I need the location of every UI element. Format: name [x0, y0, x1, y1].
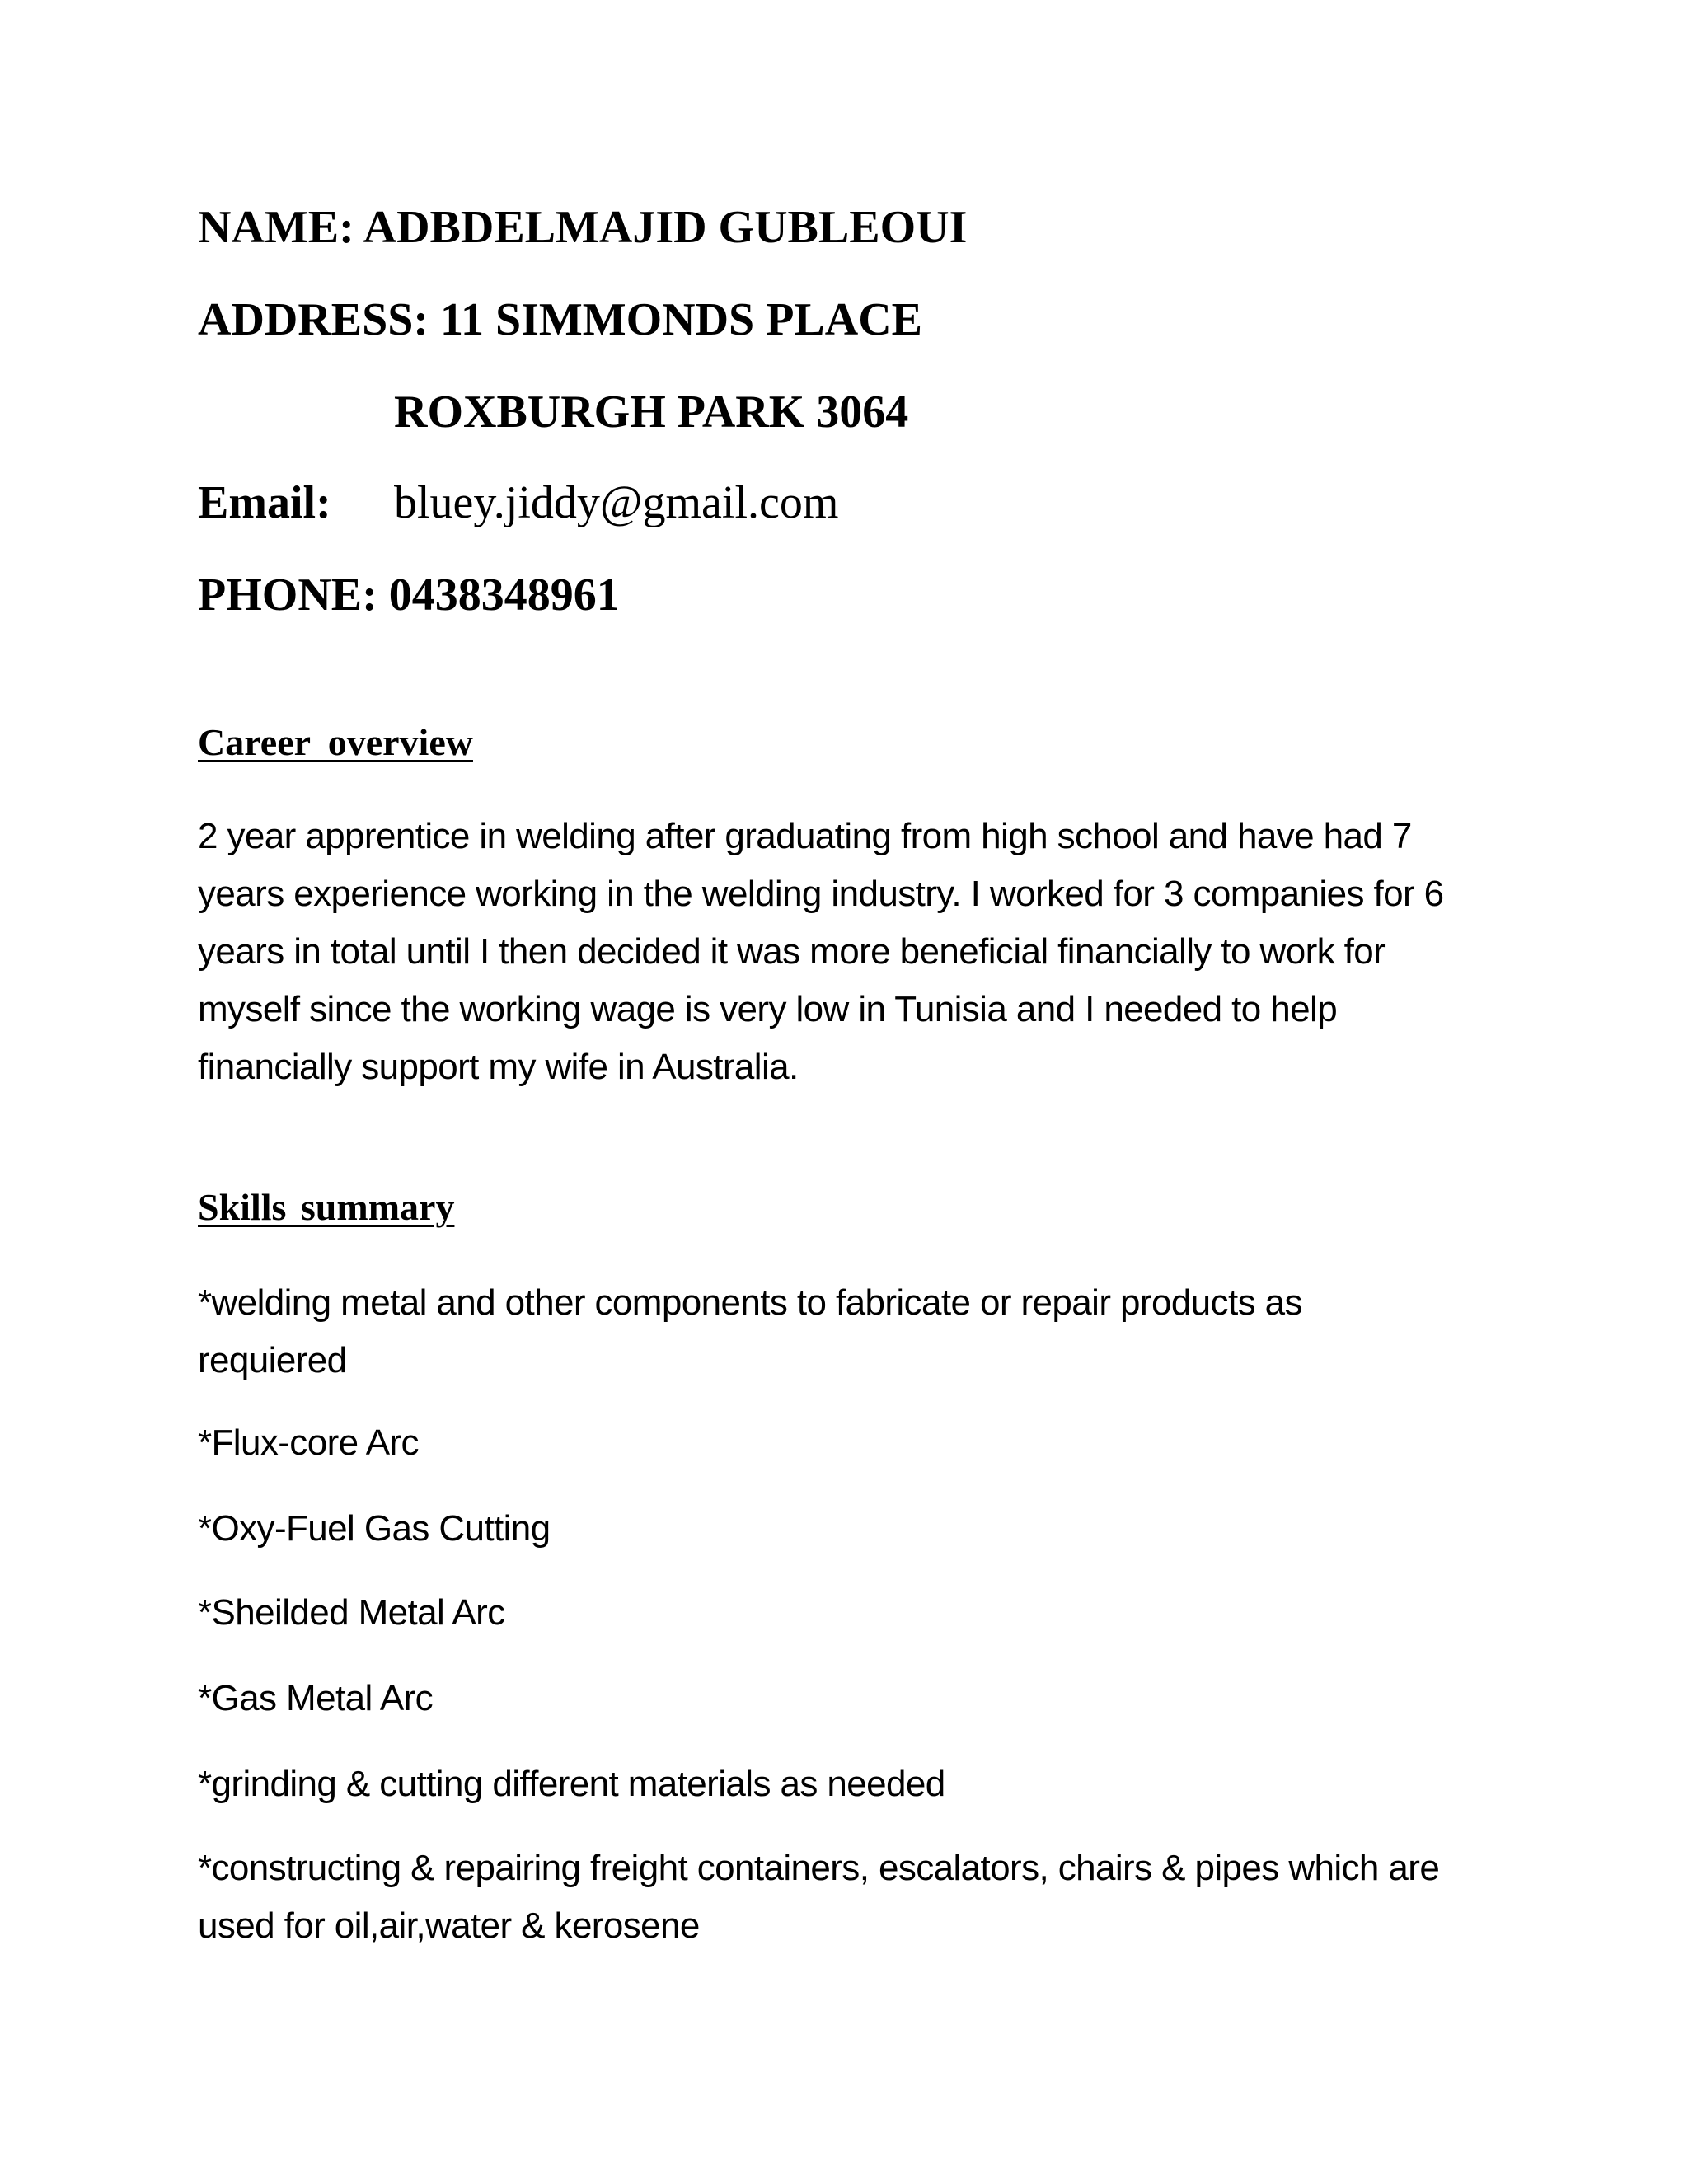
name-line: NAME: ADBDELMAJID GUBLEOUI	[198, 202, 968, 253]
career-overview-heading: Career overview	[198, 721, 473, 763]
career-overview-paragraph	[198, 808, 1500, 1096]
career-line: myself since the working wage is very low in Tunisia and I needed to help	[198, 989, 1338, 1029]
address-line-1: ADDRESS: 11 SIMMONDS PLACE	[198, 294, 922, 345]
career-line: years in total until I then decided it was more beneficial financially to work for	[198, 931, 1386, 972]
skill-item: *welding metal and other components to fabricate or repair products as requiered	[198, 1282, 1302, 1380]
skills-summary-heading: Skills summary	[198, 1186, 455, 1228]
career-line: years experience working in the welding industry. I worked for 3 companies for 6	[198, 874, 1444, 914]
address-line-2: ROXBURGH PARK 3064	[394, 387, 909, 438]
career-line: financially support my wife in Australia.	[198, 1047, 799, 1087]
skill-item: *Sheilded Metal Arc	[198, 1592, 505, 1633]
skill-item: *constructing & repairing freight containers, escalators, chairs & pipes which are used for oil,air,water & kerosene	[198, 1848, 1440, 1946]
skill-item: *Gas Metal Arc	[198, 1678, 434, 1718]
skill-item: *Flux-core Arc	[198, 1422, 419, 1463]
phone-line: PHONE: 0438348961	[198, 569, 620, 621]
skill-item: *Oxy-Fuel Gas Cutting	[198, 1508, 551, 1549]
email-label: Email:	[198, 477, 331, 528]
email-value: bluey.jiddy@gmail.com	[394, 477, 839, 528]
career-line: 2 year apprentice in welding after graduating from high school and have had 7	[198, 816, 1412, 856]
skill-item: *grinding & cutting different materials as needed	[198, 1764, 945, 1804]
